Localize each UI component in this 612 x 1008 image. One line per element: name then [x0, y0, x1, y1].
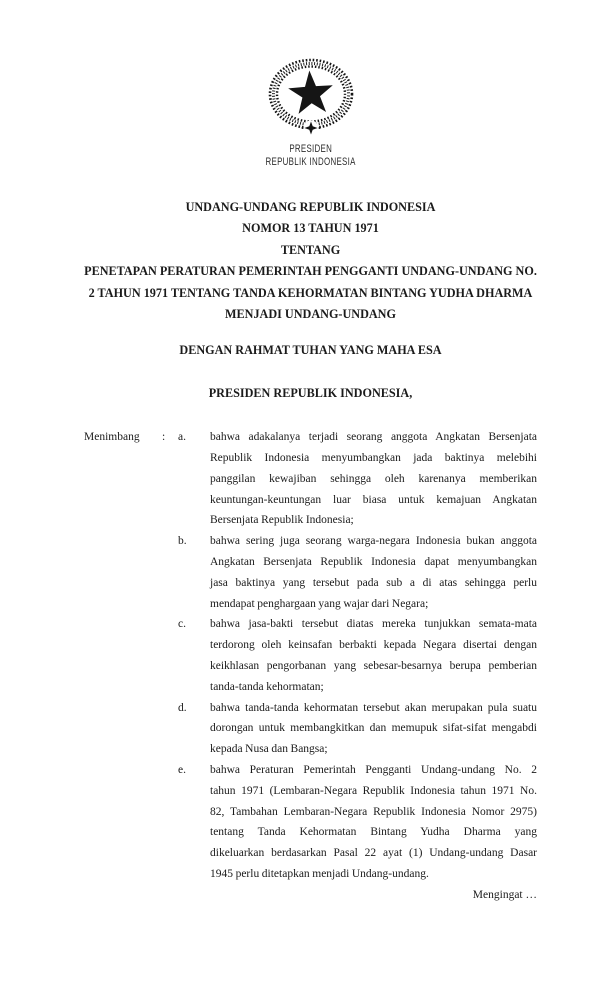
consideration-item-b	[178, 531, 537, 614]
item-text: bahwa adakalanya terjadi seorang anggota Angkatan Bersenjata Republik Indonesia menyumbangkan jada baktinya melebihi panggilan kewajiban sehingga oleh karenanya memberikan keuntungan-keuntungan luar biasa untuk kemajuan Angkatan Bersenjata Republik Indonesia;	[210, 431, 537, 527]
item-text: bahwa sering juga seorang warga-negara Indonesia bukan anggota Angkatan Bersenjata Republik Indonesia dapat menyumbangkan jasa baktinya yang tersebut pada sub a di atas sehingga perlu mendapat penghargaan yang wajar dari Negara;	[210, 535, 537, 610]
consideration-item-a	[178, 427, 537, 531]
considerations-label: Menimbang	[84, 431, 140, 444]
document-content	[0, 57, 612, 906]
considerations-section	[84, 427, 537, 885]
item-letter: b.	[178, 535, 187, 548]
item-letter: c.	[178, 618, 186, 631]
addressee: PRESIDEN REPUBLIK INDONESIA,	[208, 385, 413, 400]
star-icon	[287, 69, 335, 115]
consideration-item-d	[178, 698, 537, 760]
presidential-seal	[266, 57, 356, 137]
agency-name	[84, 143, 537, 169]
agency-republik-text: REPUBLIK INDONESIA	[265, 156, 356, 168]
doc-title: UNDANG-UNDANG REPUBLIK INDONESIA NOMOR 13 TAHUN 1971 TENTANG PENETAPAN PERATURAN PEMERINTAH PENGGANTI UNDANG-UNDANG NO. 2 TAHUN 1971 TENTANG TANDA KEHORMATAN BINTANG YUDHA DHARMA MENJADI UNDANG-UNDANG	[84, 200, 537, 322]
item-text: bahwa tanda-tanda kehormatan tersebut akan merupakan pula suatu dorongan untuk membangkitkan dan memupuk sifat-sifat mengabdi kepada Nusa dan Bangsa;	[210, 701, 537, 756]
item-letter: d.	[178, 701, 187, 714]
continuation-marker: Mengingat …	[472, 888, 537, 901]
consideration-item-e	[178, 760, 537, 885]
considerations-list	[178, 427, 537, 885]
item-letter: e.	[178, 764, 186, 776]
considerations-colon: :	[162, 431, 166, 444]
star-wreath-emblem-icon	[266, 57, 356, 137]
agency-line-republik	[84, 156, 537, 169]
consideration-item-c	[178, 614, 537, 697]
item-text: bahwa jasa-bakti tersebut diatas mereka tunjukkan semata-mata terdorong oleh keinsafan berbakti kepada Negara disertai dengan keikhlasan pengorbanan yang sebesar-besarnya berupa pemberian tanda-tanda kehormatan;	[210, 618, 537, 693]
agency-line-presiden	[84, 143, 537, 156]
item-text: bahwa Peraturan Pemerintah Pengganti Undang-undang No. 2 tahun 1971 (Lembaran-Negara Republik Indonesia tahun 1971 No. 82, Tambahan Lembaran-Negara Republik Indonesia Nomor 2975) tentang Tanda Kehormatan Bintang Yudha Dharma yang dikeluarkan berdasarkan Pasal 22 ayat (1) Undang-undang Dasar 1945 perlu ditetapkan menjadi Undang-undang.	[210, 764, 537, 880]
invocation: DENGAN RAHMAT TUHAN YANG MAHA ESA	[179, 343, 442, 358]
item-letter: a.	[178, 431, 186, 444]
agency-presiden-text: PRESIDEN	[289, 143, 332, 155]
